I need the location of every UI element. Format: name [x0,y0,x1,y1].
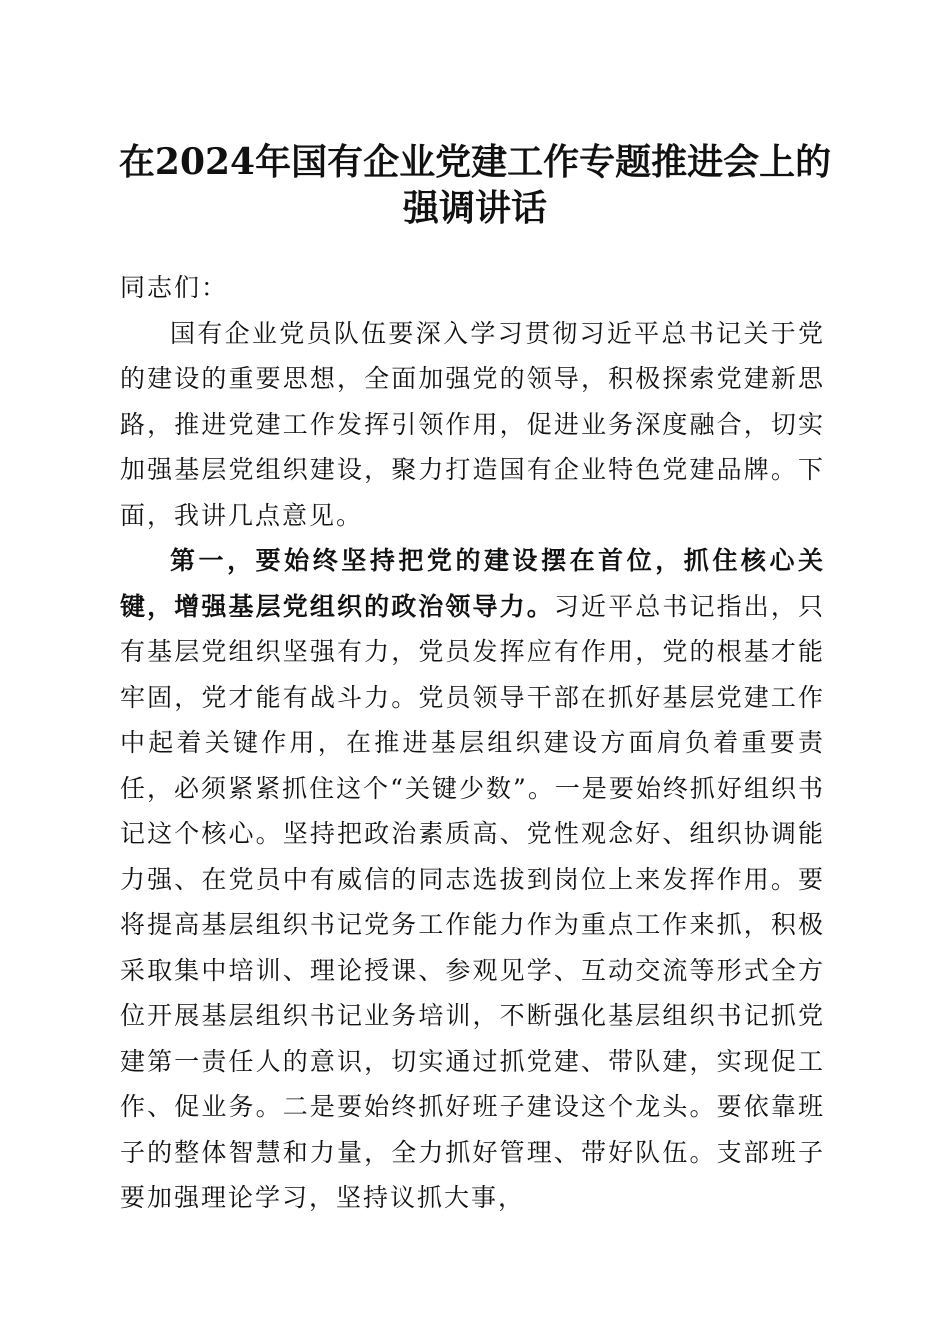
paragraph-first-point [120,538,825,1221]
salutation: 同志们： [120,273,229,302]
document-body [120,265,825,1221]
paragraph-intro: 国有企业党员队伍要深入学习贯彻习近平总书记关于党的建设的重要思想，全面加强党的领导，积极探索党建新思路，推进党建工作发挥引领作用，促进业务深度融合，切实加强基层党组织建设，聚力打造国有企业特色党建品牌。下面，我讲几点意见。 [120,318,825,530]
document-title-line-1: 在2024年国有企业党建工作专题推进会上的 [118,141,832,183]
paragraph-first-point-body: 习近平总书记指出，只有基层党组织坚强有力，党员发挥应有作用，党的根基才能牢固，党才能有战斗力。党员领导干部在抓好基层党建工作中起着关键作用，在推进基层组织建设方面肩负着重要责任，必须紧紧抓住这个“关键少数”。一是要始终抓好组织书记这个核心。坚持把政治素质高、党性观念好、组织协调能力强、在党员中有威信的同志选拔到岗位上来发挥作用。要将提高基层组织书记党务工作能力作为重点工作来抓，积极采取集中培训、理论授课、参观见学、互动交流等形式全方位开展基层组织书记业务培训，不断强化基层组织书记抓党建第一责任人的意识，切实通过抓党建、带队建，实现促工作、促业务。二是要始终抓好班子建设这个龙头。要依靠班子的整体智慧和力量，全力抓好管理、带好队伍。支部班子要加强理论学习，坚持议抓大事， [120,591,825,1212]
paragraph-first-point-lead: 第一，要始终坚持把党的建设摆在首位，抓住核心关键，增强基层党组织的政治领导力。 [120,546,825,621]
document-title-line-2: 强调讲话 [402,187,547,229]
